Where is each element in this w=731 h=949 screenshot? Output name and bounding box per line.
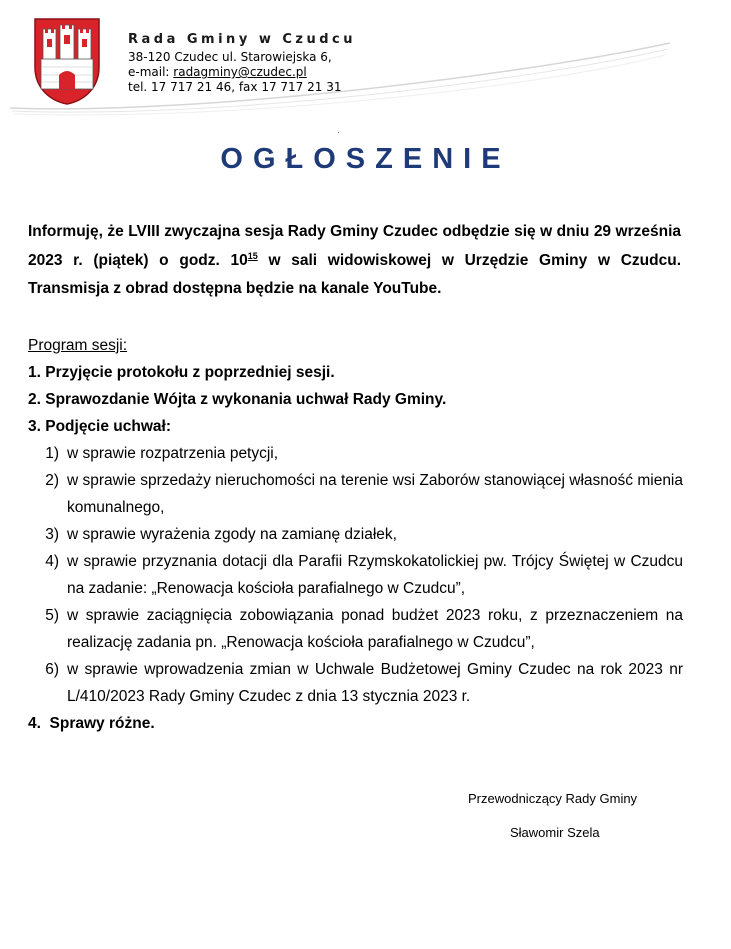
time-minutes-superscript: 15 xyxy=(247,250,258,261)
resolution-text: w sprawie wyrażenia zgody na zamianę działek, xyxy=(67,526,397,543)
resolution-text: w sprawie wprowadzenia zmian w Uchwale Budżetowej Gminy Czudec na rok 2023 nr L/410/2023 Rady Gminy Czudec z dnia 13 stycznia 2023 r. xyxy=(67,661,683,705)
resolution-item xyxy=(28,548,683,602)
email-link[interactable]: radagminy@czudec.pl xyxy=(173,65,307,79)
resolution-number: 1) xyxy=(45,445,59,462)
resolution-number: 6) xyxy=(45,661,59,678)
program-heading: Program sesji: xyxy=(28,337,128,354)
resolution-number: 5) xyxy=(45,607,59,624)
signature-name: Sławomir Szela xyxy=(510,825,600,840)
resolution-item xyxy=(28,467,683,521)
program-point: 3. Podjęcie uchwał: xyxy=(28,418,171,435)
organization-info xyxy=(128,32,356,95)
announcement-text-end: w sali widowiskowej w Urzędzie Gminy w Czudcu. Transmisja z obrad dostępna będzie na kanale YouTube. xyxy=(28,251,682,297)
header-swoosh-decoration xyxy=(0,35,731,125)
organization-phone: tel. 17 717 21 46, fax 17 717 21 31 xyxy=(128,80,342,94)
resolution-item xyxy=(28,602,683,656)
announcement-text-start: Informuję, że LVIII zwyczajna sesja Rady Gminy Czudec odbędzie się w dniu 29 września 2023 r. (piątek) o godz. 10 xyxy=(28,223,681,269)
resolution-number: 3) xyxy=(45,526,59,543)
program-point: 4. Sprawy różne. xyxy=(28,715,155,732)
resolution-text: w sprawie rozpatrzenia petycji, xyxy=(67,445,279,462)
email-label: e-mail: xyxy=(128,65,174,79)
organization-name: Rada Gminy w Czudcu xyxy=(128,32,356,47)
resolution-text: w sprawie zaciągnięcia zobowiązania ponad budżet 2023 roku, z przeznaczeniem na realizację zadania pn. „Renowacja kościoła parafialnego w Czudcu”, xyxy=(67,607,683,651)
resolution-item xyxy=(28,656,683,710)
session-program xyxy=(28,332,683,737)
resolution-item xyxy=(28,521,683,548)
signature-title: Przewodniczący Rady Gminy xyxy=(468,791,638,806)
organization-address: 38-120 Czudec ul. Starowiejska 6, xyxy=(128,50,332,64)
organization-email-line xyxy=(128,65,356,80)
resolution-item xyxy=(28,440,683,467)
document-title: OGŁOSZENIE xyxy=(220,143,511,175)
stray-dot: · xyxy=(337,128,340,137)
program-point: 1. Przyjęcie protokołu z poprzedniej sesji. xyxy=(28,364,335,381)
resolution-number: 4) xyxy=(45,553,59,570)
resolution-text: w sprawie przyznania dotacji dla Parafii Rzymskokatolickiej pw. Trójcy Świętej w Czudcu na zadanie: „Renowacja kościoła parafialnego w Czudcu”, xyxy=(67,553,683,597)
resolution-number: 2) xyxy=(45,472,59,489)
announcement-paragraph xyxy=(28,218,681,304)
resolution-text: w sprawie sprzedaży nieruchomości na terenie wsi Zaborów stanowiącej własność mienia komunalnego, xyxy=(67,472,683,516)
program-point: 2. Sprawozdanie Wójta z wykonania uchwał Rady Gminy. xyxy=(28,391,447,408)
